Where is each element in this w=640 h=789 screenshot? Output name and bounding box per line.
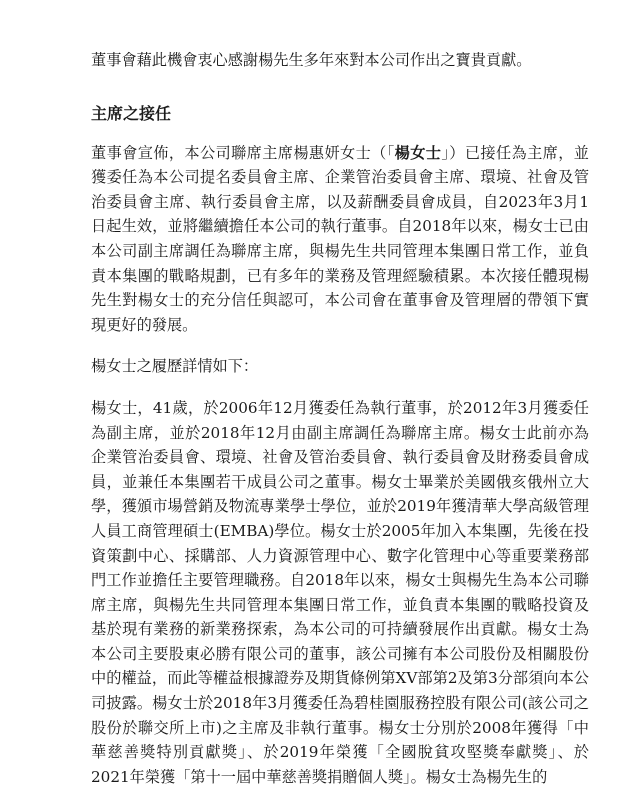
appointment-text-before: 董事會宣佈，本公司聯席主席楊惠妍女士（「 [91, 143, 395, 162]
document-page [91, 48, 589, 789]
biography-paragraph: 楊女士，41歲，於2006年12月獲委任為執行董事，於2012年3月獲委任為副主席，並於2018年12月由副主席調任為聯席主席。楊女士此前亦為企業管治委員會、環境、社會及管治委員會、執行委員會及財務委員會成員，並兼任本集團若干成員公司之董事。楊女士畢業於美國俄亥俄州立大學，獲頒市場營銷及物流專業學士學位，並於2019年獲清華大學高級管理人員工商管理碩士(EMBA)學位。楊女士於2005年加入本集團，先後在投資策劃中心、採購部、人力資源管理中心、數字化管理中心等重要業務部門工作並擔任主要管理職務。自2018年以來，楊女士與楊先生為本公司聯席主席，與楊先生共同管理本集團日常工作，並負責本集團的戰略投資及基於現有業務的新業務探索，為本公司的可持續發展作出貢獻。楊女士為本公司主要股東必勝有限公司的董事，該公司擁有本公司股份及相關股份中的權益，而此等權益根據證券及期貨條例第XV部第2及第3分部須向本公司披露。楊女士於2018年3月獲委任為碧桂園服務控股有限公司(該公司之股份於聯交所上市)之主席及非執行董事。楊女士分別於2008年獲得「中華慈善獎特別貢獻獎」、於2019年榮獲「全國脫貧攻堅獎奉獻獎」、於2021年榮獲「第十一屆中華慈善獎捐贈個人獎」。楊女士為楊先生的 [91, 398, 589, 786]
section-heading: 主席之接任 [91, 103, 172, 123]
biography-intro: 楊女士之履歷詳情如下： [91, 357, 259, 376]
appointment-paragraph [91, 141, 589, 338]
appointment-text-after: 」）已接任為主席，並獲委任為本公司提名委員會主席、企業管治委員會主席、環境、社會及管治委員會主席、執行委員會主席，以及薪酬委員會成員，自2023年3月1日起生效，並將繼續擔任本公司的執行董事。自2018年以來，楊女士已由本公司副主席調任為聯席主席，與楊先生共同管理本集團日常工作，並負責本集團的戰略規劃，已有多年的業務及管理經驗積累。本次接任體現楊先生對楊女士的充分信任與認可，本公司會在董事會及管理層的帶領下實現更好的發展。 [91, 143, 589, 334]
thanks-paragraph: 董事會藉此機會衷心感謝楊先生多年來對本公司作出之寶貴貢獻。 [91, 51, 532, 69]
defined-term-short-name: 楊女士 [394, 143, 442, 162]
